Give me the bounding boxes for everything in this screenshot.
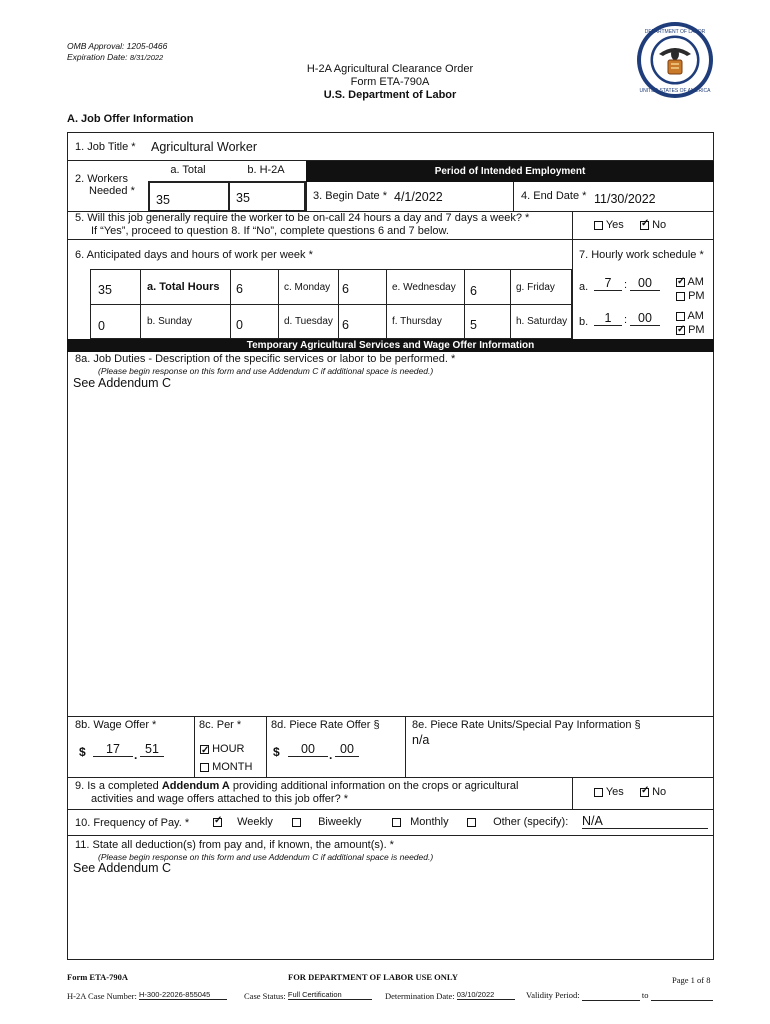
schedule-a-min[interactable]: 00	[630, 276, 660, 291]
friday-hours-field[interactable]: 6	[470, 284, 477, 298]
validity-to-label: to	[641, 990, 649, 1000]
pay-biweekly-option[interactable]	[292, 816, 361, 828]
schedule-b-pm-label: PM	[688, 324, 705, 336]
addendum-a-no-checkbox[interactable]	[640, 788, 649, 797]
schedule-b-label: b.	[579, 316, 589, 328]
department-name: U.S. Department of Labor	[323, 89, 457, 101]
addendum-a-question	[75, 780, 518, 806]
schedule-b-ampm	[676, 309, 705, 337]
expiration-value: 8/31/2022	[129, 53, 164, 62]
addendum-a-yes-label: Yes	[605, 786, 624, 798]
days-hours-label: 6. Anticipated days and hours of work per week *	[75, 249, 313, 261]
job-title-field[interactable]: Agricultural Worker	[151, 140, 258, 154]
piece-rate-dollar-sign: $	[273, 745, 280, 759]
addendum-a-no-option[interactable]	[640, 786, 666, 798]
schedule-a-colon: :	[624, 279, 628, 291]
pay-other-field[interactable]: N/A	[582, 814, 708, 829]
svg-text:UNITED STATES OF AMERICA: UNITED STATES OF AMERICA	[639, 88, 711, 94]
piece-rate-decimal: .	[329, 748, 333, 762]
section-a-heading: A. Job Offer Information	[67, 113, 194, 125]
pay-monthly-checkbox[interactable]	[392, 818, 401, 827]
thursday-label: f. Thursday	[392, 316, 442, 327]
pay-weekly-label: Weekly	[237, 816, 273, 828]
end-date-label: 4. End Date *	[521, 190, 587, 202]
validity-label: Validity Period:	[526, 990, 580, 1000]
friday-label: g. Friday	[516, 282, 555, 293]
schedule-b-colon: :	[624, 314, 628, 326]
per-hour-checkbox[interactable]	[200, 745, 209, 754]
workers-h2a-label: b. H-2A	[247, 164, 285, 176]
per-month-checkbox[interactable]	[200, 763, 209, 772]
case-number-label: H-2A Case Number:	[67, 991, 137, 1001]
oncall-question	[75, 212, 529, 238]
determination-value: 03/10/2022	[457, 990, 515, 1000]
pay-weekly-option[interactable]	[213, 816, 273, 828]
wednesday-label: e. Wednesday	[392, 282, 456, 293]
oncall-no-option[interactable]	[640, 219, 666, 231]
workers-h2a-field[interactable]: 35	[236, 191, 250, 205]
begin-date-field[interactable]: 4/1/2022	[394, 190, 443, 204]
wage-cents-field[interactable]: 51	[140, 742, 164, 757]
addendum-a-yes-checkbox[interactable]	[594, 788, 603, 797]
deductions-field[interactable]: See Addendum C	[73, 861, 171, 875]
deductions-note: (Please begin response on this form and use Addendum C if additional space is needed.)	[98, 852, 434, 862]
schedule-b-am-label: AM	[687, 310, 704, 322]
piece-rate-units-label: 8e. Piece Rate Units/Special Pay Information §	[412, 719, 641, 731]
hourly-schedule-label: 7. Hourly work schedule *	[579, 249, 704, 261]
schedule-a-hour[interactable]: 7	[594, 276, 622, 291]
tuesday-label: d. Tuesday	[284, 316, 333, 327]
footer-determination-date	[385, 990, 515, 1001]
monday-hours-field[interactable]: 6	[236, 282, 243, 296]
sunday-label: b. Sunday	[147, 316, 193, 327]
schedule-b-hour[interactable]: 1	[594, 311, 622, 326]
sunday-hours-field[interactable]: 0	[98, 319, 105, 333]
pay-monthly-option[interactable]	[392, 816, 449, 828]
piece-rate-label: 8d. Piece Rate Offer §	[271, 719, 380, 731]
thursday-hours-field[interactable]: 5	[470, 318, 477, 332]
oncall-question-line1: 5. Will this job generally require the worker to be on-call 24 hours a day and 7 days a week? *	[75, 212, 530, 224]
addendum-a-text-bold: Addendum A	[161, 780, 230, 792]
oncall-no-checkbox[interactable]	[640, 221, 649, 230]
pay-frequency-label: 10. Frequency of Pay. *	[75, 817, 190, 829]
job-duties-note: (Please begin response on this form and use Addendum C if additional space is needed.)	[98, 366, 434, 376]
end-date-field[interactable]: 11/30/2022	[594, 192, 656, 206]
job-title-label: 1. Job Title *	[75, 141, 136, 153]
piece-rate-dollars-field[interactable]: 00	[288, 742, 328, 757]
dol-seal-logo	[635, 20, 715, 100]
job-duties-label: 8a. Job Duties - Description of the specific services or labor to be performed. *	[75, 353, 456, 365]
oncall-yes-option[interactable]	[594, 219, 624, 231]
expiration-label: Expiration Date:	[67, 52, 128, 62]
schedule-a-ampm	[676, 275, 705, 303]
wage-dollar-sign: $	[79, 745, 86, 759]
footer-form-name: Form ETA-790A	[67, 972, 128, 982]
validity-end-blank	[651, 990, 713, 1001]
pay-weekly-checkbox[interactable]	[213, 818, 222, 827]
schedule-a-label: a.	[579, 281, 589, 293]
workers-needed-label-line2: Needed *	[89, 185, 135, 197]
piece-rate-cents-field[interactable]: 00	[335, 742, 359, 757]
omb-approval: OMB Approval: 1205-0466	[67, 41, 168, 51]
schedule-a-pm-checkbox[interactable]	[676, 292, 685, 301]
oncall-yes-label: Yes	[605, 219, 624, 231]
wage-decimal: .	[134, 748, 138, 762]
pay-biweekly-label: Biweekly	[318, 816, 362, 828]
wage-offer-label: 8b. Wage Offer *	[75, 719, 157, 731]
schedule-a-am-label: AM	[687, 276, 704, 288]
monday-label: c. Monday	[284, 282, 331, 293]
workers-needed-label	[75, 173, 135, 197]
pay-per-label: 8c. Per *	[199, 719, 242, 731]
oncall-no-label: No	[652, 219, 667, 231]
oncall-question-line2: If “Yes”, proceed to question 8. If “No”, complete questions 6 and 7 below.	[91, 225, 449, 237]
expiration-date	[67, 52, 163, 63]
addendum-a-no-label: No	[652, 786, 667, 798]
period-employment-heading: Period of Intended Employment	[306, 161, 714, 182]
case-number-value: H-300-22026-855045	[139, 990, 227, 1000]
schedule-b-am-checkbox[interactable]	[676, 312, 685, 321]
pay-other-label: Other (specify):	[493, 816, 569, 828]
case-status-label: Case Status:	[244, 991, 286, 1001]
saturday-label: h. Saturday	[516, 316, 568, 327]
footer-dol-use: FOR DEPARTMENT OF LABOR USE ONLY	[288, 972, 458, 982]
schedule-a-am-checkbox[interactable]	[676, 278, 685, 287]
addendum-a-text-pre: 9. Is a completed	[75, 780, 162, 792]
tuesday-hours-field[interactable]: 6	[342, 318, 349, 332]
footer-page-number: Page 1 of 8	[672, 975, 711, 985]
form-number: Form ETA-790A	[350, 76, 430, 88]
addendum-a-text-post: providing additional information on the crops or agricultural	[229, 780, 519, 792]
piece-rate-units-field[interactable]: n/a	[412, 733, 430, 747]
workers-total-label: a. Total	[170, 164, 206, 176]
deductions-label: 11. State all deduction(s) from pay and, if known, the amount(s). *	[75, 839, 394, 851]
pay-biweekly-checkbox[interactable]	[292, 818, 301, 827]
pay-other-option[interactable]	[467, 816, 568, 828]
addendum-a-line2: activities and wage offers attached to this job offer? *	[91, 793, 349, 805]
pay-monthly-label: Monthly	[410, 816, 449, 828]
total-hours-field[interactable]: 35	[98, 283, 112, 297]
tuesday-hours-field[interactable]: 0	[236, 318, 243, 332]
footer-validity-period	[526, 990, 713, 1001]
schedule-a-pm-label: PM	[688, 290, 705, 302]
svg-text:DEPARTMENT OF LABOR: DEPARTMENT OF LABOR	[644, 29, 706, 35]
footer-case-status	[244, 990, 372, 1001]
total-hours-label: a. Total Hours	[147, 281, 220, 293]
determination-label: Determination Date:	[385, 991, 455, 1001]
per-month-label: MONTH	[212, 761, 253, 773]
job-duties-field[interactable]: See Addendum C	[73, 376, 171, 390]
workers-needed-label-line1: 2. Workers	[75, 173, 128, 185]
temp-services-heading: Temporary Agricultural Services and Wage Offer Information	[67, 339, 714, 352]
workers-total-field[interactable]: 35	[156, 193, 170, 207]
form-title: H-2A Agricultural Clearance Order	[306, 63, 474, 75]
addendum-a-yes-option[interactable]	[594, 786, 624, 798]
validity-start-blank	[582, 990, 640, 1001]
begin-date-label: 3. Begin Date *	[313, 190, 387, 202]
schedule-b-min[interactable]: 00	[630, 311, 660, 326]
case-status-value: Full Certification	[288, 990, 372, 1000]
schedule-b-pm-checkbox[interactable]	[676, 326, 685, 335]
oncall-yes-checkbox[interactable]	[594, 221, 603, 230]
wage-dollars-field[interactable]: 17	[93, 742, 133, 757]
per-hour-label: HOUR	[212, 743, 245, 755]
pay-other-checkbox[interactable]	[467, 818, 476, 827]
footer-case-number	[67, 990, 227, 1001]
wednesday-hours-field[interactable]: 6	[342, 282, 349, 296]
pay-per-options	[200, 740, 252, 776]
